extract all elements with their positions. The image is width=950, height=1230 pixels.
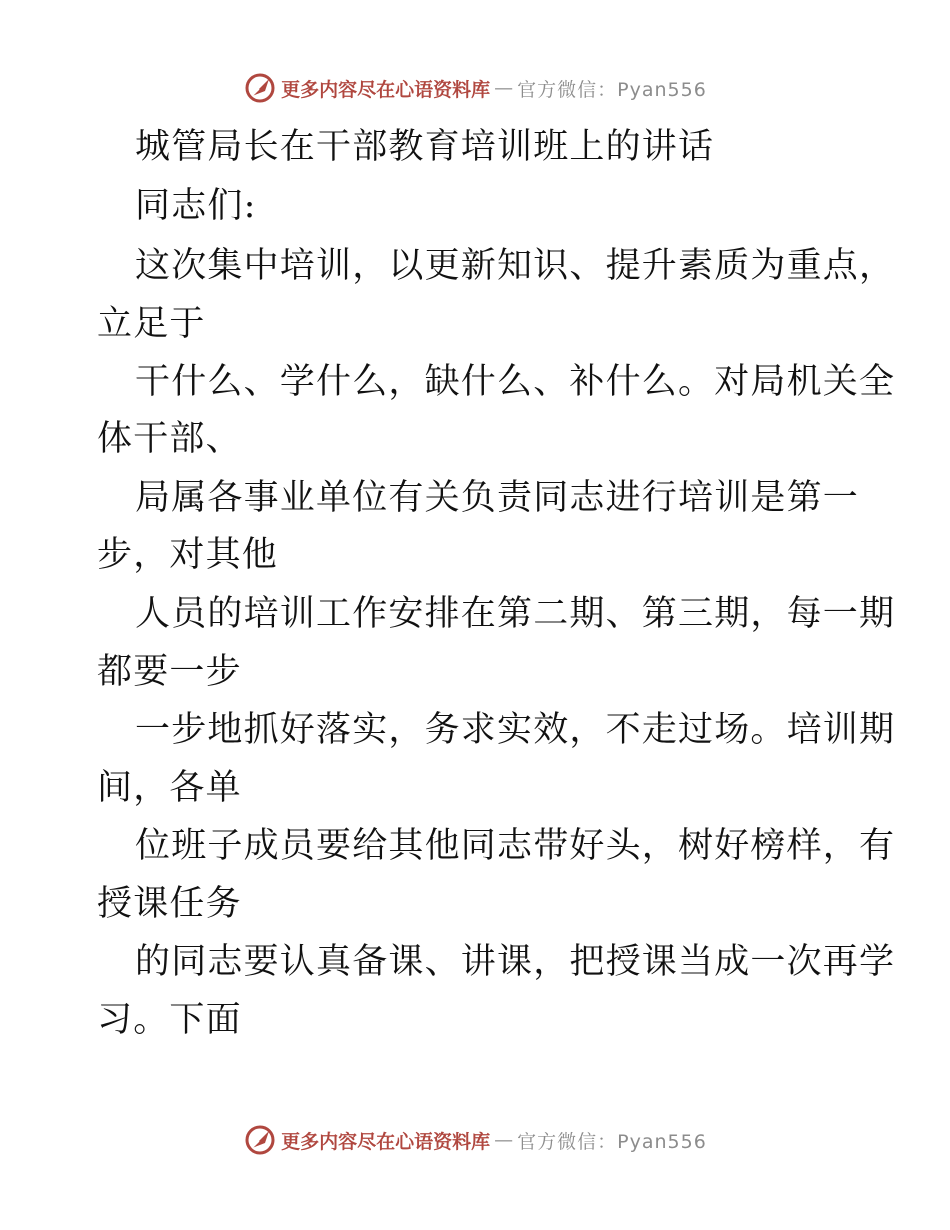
paragraph-line: 局属各事业单位有关负责同志进行培训是第一: [135, 478, 860, 518]
quill-logo-icon: [243, 1123, 277, 1157]
header-banner-dash: —: [494, 77, 514, 99]
header-banner-wechat: 官方微信：Pyan556: [517, 78, 707, 101]
paragraph-line: 人员的培训工作安排在第二期、第三期，每一期: [135, 594, 896, 634]
paragraph-line: 一步地抓好落实，务求实效，不走过场。培训期: [135, 710, 896, 750]
paragraph-line: 位班子成员要给其他同志带好头，树好榜样，有: [135, 826, 896, 866]
footer-banner: [0, 1120, 950, 1160]
paragraph-line: 这次集中培训，以更新知识、提升素质为重点，: [135, 246, 896, 286]
paragraph-line: 立足于: [97, 304, 206, 344]
paragraph-line: 体干部、: [97, 419, 242, 459]
document-title: 城管局长在干部教育培训班上的讲话: [135, 127, 715, 167]
header-banner: [0, 68, 950, 108]
quill-logo-icon: [243, 71, 277, 105]
paragraph-line: 步，对其他: [97, 535, 279, 575]
paragraph-line: 授课任务: [97, 884, 242, 924]
paragraph-line: 间，各单: [97, 768, 242, 808]
paragraph-line: 的同志要认真备课、讲课，把授课当成一次再学: [135, 942, 896, 982]
paragraph-line: 习。下面: [97, 1000, 242, 1040]
paragraph-line: 干什么、学什么，缺什么、补什么。对局机关全: [135, 362, 896, 402]
header-banner-text: 更多内容尽在心语资料库: [281, 78, 491, 101]
footer-banner-text: 更多内容尽在心语资料库: [281, 1130, 491, 1153]
salutation: 同志们:: [135, 186, 257, 226]
paragraph-line: 都要一步: [97, 652, 242, 692]
footer-banner-dash: —: [494, 1129, 514, 1151]
footer-banner-wechat: 官方微信：Pyan556: [517, 1130, 707, 1153]
